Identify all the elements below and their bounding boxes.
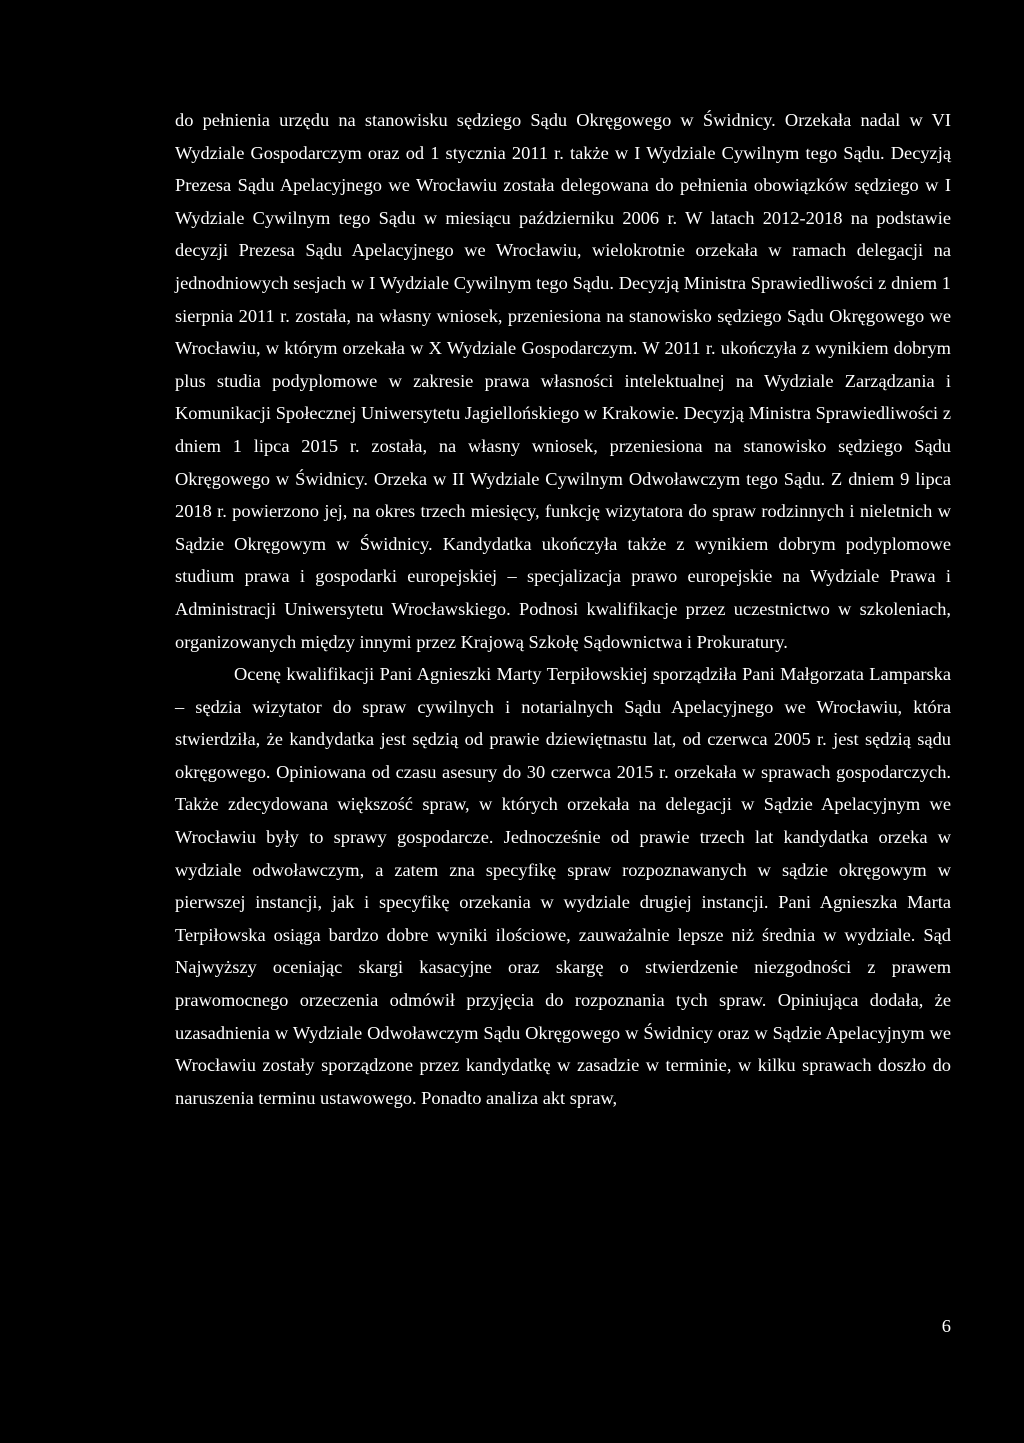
page-number: 6 (941, 1316, 951, 1336)
document-page (175, 104, 951, 1114)
paragraph-qualification-assessment: Ocenę kwalifikacji Pani Agnieszki Marty Terpiłowskiej sporządziła Pani Małgorzata Lamparska – sędzia wizytator do spraw cywilnych i notarialnych Sądu Apelacyjnego we Wrocławiu, która stwierdziła, że kandydatka jest sędzią od prawie dziewiętnastu lat, od czerwca 2005 r. jest sędzią sądu okręgowego. Opiniowana od czasu asesury do 30 czerwca 2015 r. orzekała w sprawach gospodarczych. Także zdecydowana większość spraw, w których orzekała na delegacji w Sądzie Apelacyjnym we Wrocławiu były to sprawy gospodarcze. Jednocześnie od prawie trzech lat kandydatka orzeka w wydziale odwoławczym, a zatem zna specyfikę spraw rozpoznawanych w sądzie okręgowym w pierwszej instancji, jak i specyfikę orzekania w wydziale drugiej instancji. Pani Agnieszka Marta Terpiłowska osiąga bardzo dobre wyniki ilościowe, zauważalnie lepsze niż średnia w wydziale. Sąd Najwyższy oceniając skargi kasacyjne oraz skargę o stwierdzenie niezgodności z prawem prawomocnego orzeczenia odmówił przyjęcia do rozpoznania tych spraw. Opiniująca dodała, że uzasadnienia w Wydziale Odwoławczym Sądu Okręgowego w Świdnicy oraz w Sądzie Apelacyjnym we Wrocławiu zostały sporządzone przez kandydatkę w zasadzie w terminie, w kilku sprawach doszło do naruszenia terminu ustawowego. Ponadto analiza akt spraw, (175, 664, 951, 1108)
paragraph-continuation: do pełnienia urzędu na stanowisku sędziego Sądu Okręgowego w Świdnicy. Orzekała nadal w VI Wydziale Gospodarczym oraz od 1 stycznia 2011 r. także w I Wydziale Cywilnym tego Sądu. Decyzją Prezesa Sądu Apelacyjnego we Wrocławiu została delegowana do pełnienia obowiązków sędziego w I Wydziale Cywilnym tego Sądu w miesiącu październiku 2006 r. W latach 2012-2018 na podstawie decyzji Prezesa Sądu Apelacyjnego we Wrocławiu, wielokrotnie orzekała w ramach delegacji na jednodniowych sesjach w I Wydziale Cywilnym tego Sądu. Decyzją Ministra Sprawiedliwości z dniem 1 sierpnia 2011 r. została, na własny wniosek, przeniesiona na stanowisko sędziego Sądu Okręgowego we Wrocławiu, w którym orzekała w X Wydziale Gospodarczym. W 2011 r. ukończyła z wynikiem dobrym plus studia podyplomowe w zakresie prawa własności intelektualnej na Wydziale Zarządzania i Komunikacji Społecznej Uniwersytetu Jagiellońskiego w Krakowie. Decyzją Ministra Sprawiedliwości z dniem 1 lipca 2015 r. została, na własny wniosek, przeniesiona na stanowisko sędziego Sądu Okręgowego w Świdnicy. Orzeka w II Wydziale Cywilnym Odwoławczym tego Sądu. Z dniem 9 lipca 2018 r. powierzono jej, na okres trzech miesięcy, funkcję wizytatora do spraw rodzinnych i nieletnich w Sądzie Okręgowym w Świdnicy. Kandydatka ukończyła także z wynikiem dobrym podyplomowe studium prawa i gospodarki europejskiej – specjalizacja prawo europejskie na Wydziale Prawa i Administracji Uniwersytetu Wrocławskiego. Podnosi kwalifikacje przez uczestnictwo w szkoleniach, organizowanych między innymi przez Krajową Szkołę Sądownictwa i Prokuratury. (175, 110, 951, 652)
